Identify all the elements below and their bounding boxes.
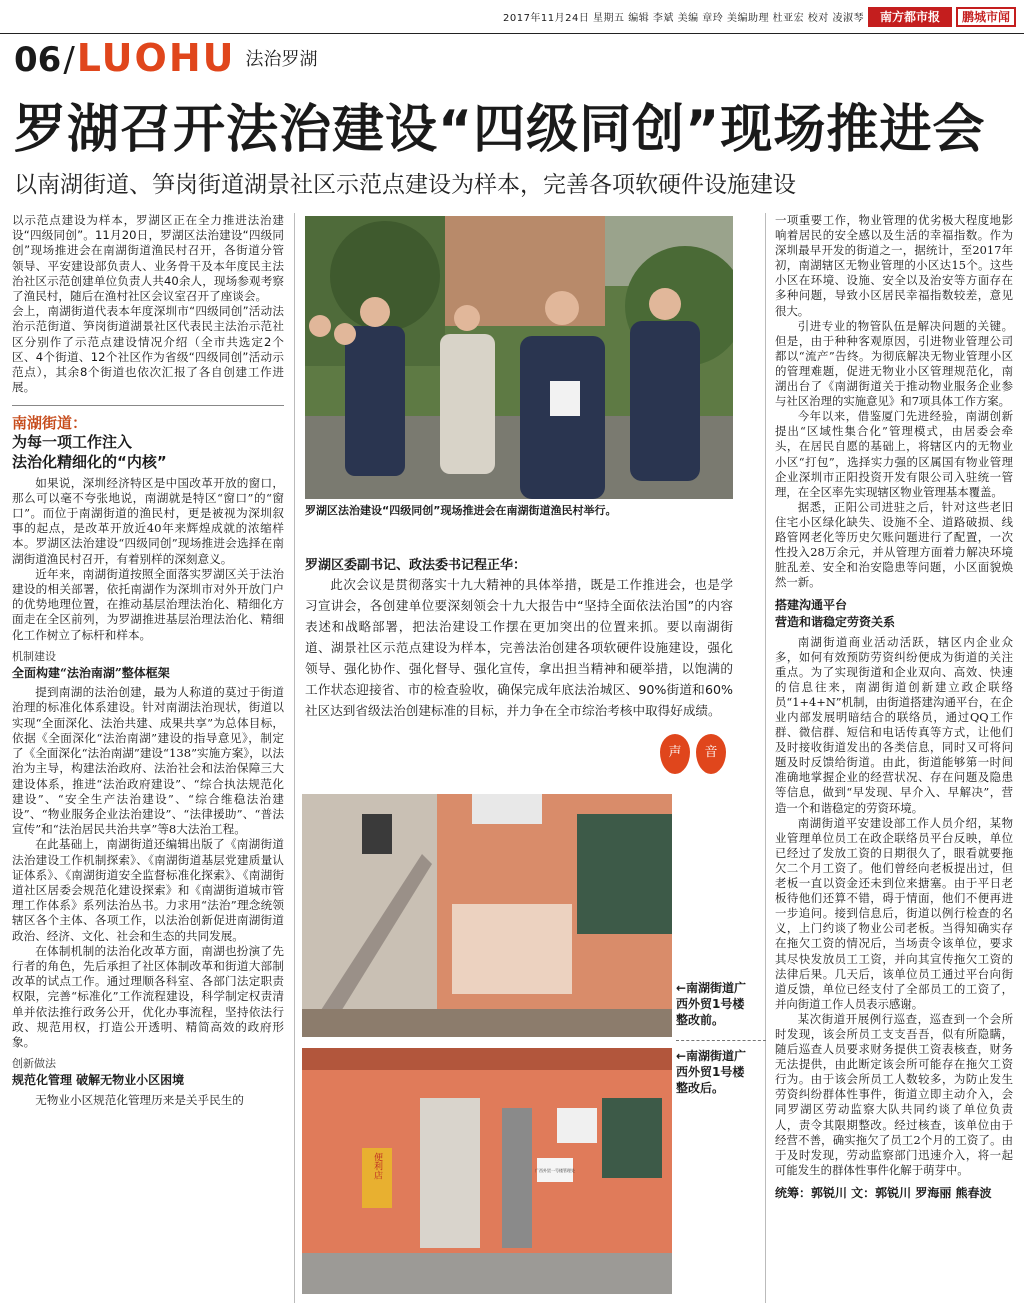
after-photo	[302, 1048, 672, 1294]
section-title: 南湖街道：	[12, 405, 284, 431]
subsection-heading: 全面构建“法治南湖”整体框架	[12, 666, 170, 681]
quote-speaker: 罗湖区委副书记、政法委书记程正华：	[305, 558, 527, 573]
column-logo: 鹏城市闻	[956, 7, 1016, 27]
body-paragraph: 无物业小区规范化管理历来是关乎民生的	[35, 1092, 244, 1107]
subsection-heading: 营造和谐稳定劳资关系	[775, 615, 896, 630]
byline: 统筹：郭锐川 文：郭锐川 罗海丽 熊春波	[775, 1185, 992, 1200]
lead-section	[12, 213, 284, 395]
kicker-label: 机制建设	[12, 649, 56, 663]
body-paragraph: 某次街道开展例行巡查，巡查到一个会所时发现，该会所员工支支吾吾，似有所隐瞒，随后巡查人员要求财务提供工资表核查，财务无法提供，由此断定该会所可能存在拖欠工资行为。由于该会所员工人数较多，为防止发生劳资纠纷群体性事件，街道立即主动介入，会同罗湖区劳动监察大队共同约谈了单位负责人，责令其限期整改。经过核查，该单位由于经营不善，确实拖欠了员工2个月的工资了。由于及时发现，劳动监察部门迅速介入，将一起可能发生的群体性事件化解于萌芽中。	[775, 1011, 1013, 1177]
body-paragraph: 一项重要工作，物业管理的优劣极大程度地影响着居民的安全感以及生活的幸福指数。作为深圳最早开发的街道之一，据统计，至2017年初，南湖辖区无物业管理的小区达15个。这些小区在环境、设施、安全以及治安等方面存在多种问题，导致小区居民幸福指数较差，意见很大。	[775, 213, 1013, 318]
before-photo-caption: ←南湖街道广西外贸1号楼整改前。	[676, 981, 747, 1027]
store-sign: 便利店	[372, 1152, 382, 1180]
body-paragraph: 近年来，南湖街道按照全面落实罗湖区关于法治建设的相关部署，依托南湖作为深圳市对外开放门户的优势地理位置，在推动基层治理法治化、精细化方面走在全区前列，为罗湖推进基层治理法治化、精细化工作树立了标杆和样本。	[12, 566, 284, 642]
body-paragraph: 提到南湖的法治创建，最为人称道的莫过于街道治理的标准化体系建设。针对南湖法治现状，街道以实现“全面深化、法治共建、成果共享”为总体目标，依据《全面深化“法治南湖”建设的指导意见》，制定了《全面深化“法治南湖”建设“138”实施方案》，以法治为主导，构建法治政府、法治社会和法治保障三大建设体系，推进“法治政府建设”、“综合执法规范化建设”、“安全生产法治建设”、“综合维稳法治建设”、“物业服务企业法治建设”、“法律援助”、“普法宣传”和“法治居民共治共享”等8大法治工程。	[12, 685, 284, 837]
body-paragraph: 如果说，深圳经济特区是中国改革开放的窗口，那么可以毫不夸张地说，南湖就是特区“窗口”的“窗口”。而位于南湖街道的渔民村，更是被视为深圳叙事的起点，是改革开放近40年来辉煌成就的浓缩样本。罗湖区法治建设“四级同创”现场推进会选择在南湖街道渔民村召开，有着别样的深刻意义。	[12, 475, 284, 566]
section-name-cn: 法治罗湖	[245, 49, 318, 70]
building-before-illustration	[302, 794, 672, 1037]
body-paragraph: 南湖街道平安建设部工作人员介绍，某物业管理单位员工在政企联络员平台反映，单位已经过了发放工资的日期很久了，眼看就要拖欠二个月工资了。他们曾经向老板提出过，但老板一直以资金还未到位来搪塞。由于平日老板待他们还算不错，碍于情面，他们不便再进一步追问。接到信息后，街道以例行检查的名义，上门约谈了物业公司老板。当得知确实存在拖欠工资的情况后，当场责令该单位，要求其尽快发放员工工资，并向其宣传拖欠工资的法律后果。几天后，该单位员工通过平台向街道反馈，单位已经支付了全部员工的工资了，并向街道工作人员表示感谢。	[775, 815, 1013, 1011]
building-after-illustration	[302, 1048, 672, 1294]
section-subtitle	[12, 432, 284, 472]
headline: 罗湖召开法治建设“四级同创”现场推进会	[14, 100, 986, 160]
page-number: 06	[14, 40, 62, 80]
body-paragraph: 在体制机制的法治化改革方面，南湖也扮演了先行者的角色，先后承担了社区体制改革和街道大部制改革的试点工作。通过理顺各科室、各部门法定职责权限，完善“标准化”工作流程建设，科学制定权责清单并依法推行政务公开，优化办事流程，坚持依法行政、规范用权，打造公开透明、精简高效的政府形象。	[12, 943, 284, 1049]
section-subtitle-line: 法治化精细化的“内核”	[12, 452, 167, 471]
voice-bubble: 声	[660, 734, 690, 774]
date-editor-line: 2017年11月24日 星期五 编辑 李斌 美编 章玲 美编助理 杜亚宏 校对 凌淑琴	[502, 13, 864, 24]
before-photo	[302, 794, 672, 1037]
section-subtitle-line: 为每一项工作注入	[12, 432, 133, 451]
body-paragraph: 据悉，正阳公司进驻之后，针对这些老旧住宅小区绿化缺失、设施不全、道路破损、线路管网老化等历史欠账问题进行了配置，一次性投入28万余元，并从管理方面着力解决环境脏乱差、安全和治安隐患等问题，小区面貌焕然一新。	[775, 499, 1013, 590]
caption-divider	[676, 1040, 766, 1041]
subsection-heading: 搭建沟通平台	[775, 598, 848, 613]
column-divider	[765, 213, 766, 1303]
body-paragraph: 今年以来，借鉴厦门先进经验，南湖创新提出“区域性集合化”管理模式，由居委会牵头，在居民自愿的基础上，将辖区内的无物业小区“打包”，选择实力强的区属国有物业管理企业深圳市正阳投资开发有限公司入驻统一管理，在全区率先实现辖区物业管理基本覆盖。	[775, 409, 1013, 499]
body-paragraph: 在此基础上，南湖街道还编辑出版了《南湖街道法治建设工作机制探索》、《南湖街道基层党建质量认证体系》、《南湖街道安全监督标准化探索》、《南湖街道社区居委会规范化建设探索》和《南湖街道城市管理工作体系》系列法治丛书。力求用“法治”理念统领辖区各个主体、各项工作，以法治创新促进南湖街道政治、经济、文化、社会和生态的共同发展。	[12, 837, 284, 943]
section-header	[14, 36, 318, 80]
main-photo-caption: 罗湖区法治建设“四级同创”现场推进会在南湖街道渔民村举行。	[305, 504, 617, 517]
lead-paragraph: 以示范点建设为样本，罗湖区正在全力推进法治建设“四级同创”。11月20日，罗湖区法治建设“四级同创”现场推进会在南湖街道渔民村召开，各街道分管领导、平安建设部负责人、业务骨干及本年度民主法治社区示范创建单位负责人共40余人，现场参观考察了渔民村，随后在渔村社区会议室召开了座谈会。	[12, 213, 284, 304]
after-photo-caption: ←南湖街道广西外贸1号楼整改后。	[676, 1049, 747, 1095]
page-slash: /	[63, 40, 75, 80]
section-name-en: LUOHU	[76, 36, 236, 80]
meeting-photo-illustration	[305, 216, 733, 499]
voice-bubble: 音	[696, 734, 726, 774]
main-photo	[305, 216, 733, 499]
article-column-left	[12, 213, 284, 1108]
quote-body: 此次会议是贯彻落实十九大精神的具体举措，既是工作推进会，也是学习宣讲会，各创建单位要深刻领会十九大报告中“坚持全面依法治国”的内容表述和战略部署，把法治建设工作摆在更加突出的位置来抓。要以南湖街道、湖景社区示范点建设为样本，完善法治创建各项软硬件设施建设，强化领导、强化协作、强化督导、强化宣传，拿出担当精神和硬举措，以饱满的工作状态迎接省、市的检查验收，确保完成年底法治城区、90%街道和60%社区达到省级法治创建标准的目标，并力争在全市综治考核中取得好成绩。	[305, 577, 733, 718]
body-paragraph: 南湖街道商业活动活跃，辖区内企业众多，如何有效预防劳资纠纷便成为街道的关注重点。为了实现街道和企业双向、高效、快速的信息往来，南湖街道创新建立政企联络员“1+4+N”机制，由街道搭建沟通平台，在企业内部发展明暗结合的联络员，通过QQ工作群、微信群、短信和电话传真等方式，让他们及时接收街道发出的各类信息，同时又可将问题及时反馈给街道。由此，街道能够第一时间准确地掌握企业的经营状况、存在问题及隐患等信息，做到“早发现、早介入、早解决”，营造一个和谐稳定的劳资环境。	[775, 634, 1013, 815]
newspaper-logo: 南方都市报	[868, 7, 952, 27]
body-paragraph: 引进专业的物管队伍是解决问题的关键。但是，由于种种客观原因，引进物业管理公司都以“流产”告终。为彻底解决无物业管理小区的管理难题，促进无物业小区管理规范化，南湖出台了《南湖街道关于推动物业服务企业参与社区治理的实施意见》和7项具体工作方案。	[775, 318, 1013, 409]
page-header-bar	[0, 0, 1024, 34]
column-divider	[294, 213, 295, 1303]
lead-paragraph: 会上，南湖街道代表本年度深圳市“四级同创”活动法治示范街道、笋岗街道湖景社区代表民主法治示范社区分别作了示范点建设情况介绍（全市共选定2个区、4个街道、12个社区作为省级“四级同创”活动示范点），其余8个街道也依次汇报了各自创建工作进展。	[12, 304, 284, 395]
office-sign: 广西外贸一号楼管理处	[535, 1168, 575, 1173]
subsection-heading: 规范化管理 破解无物业小区困境	[12, 1073, 185, 1088]
subheadline: 以南湖街道、笋岗街道湖景社区示范点建设为样本，完善各项软硬件设施建设	[14, 172, 796, 198]
kicker-label: 创新做法	[12, 1057, 56, 1071]
article-column-right	[775, 213, 1013, 1201]
